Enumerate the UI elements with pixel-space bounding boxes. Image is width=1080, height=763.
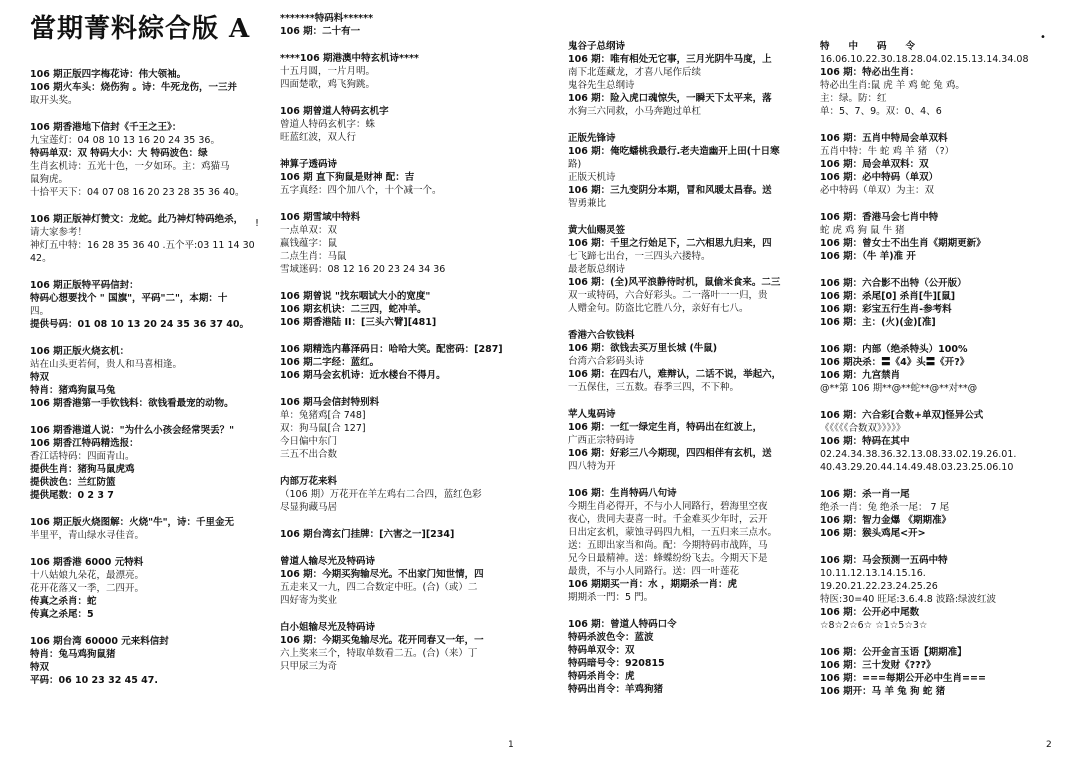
text-line: 106 期：一红一绿定生肖，特码出在红波上， xyxy=(568,422,763,433)
text-line: 106 期：二十有一 xyxy=(280,26,361,37)
article-section xyxy=(280,12,515,38)
text-line: 106 期：好彩三八今期现，四四相伴有玄机，送 xyxy=(568,448,772,459)
text-line: 特必出生肖:鼠 虎 羊 鸡 蛇 兔 鸡。 xyxy=(820,80,965,91)
text-line: 106 期：智力金爆 《期期准》 xyxy=(820,515,951,526)
text-line: 兄今日最精神。送：蜂蝶纷纷飞去。今期天下是 xyxy=(568,553,768,564)
section-heading: ****106 期港澳中特玄机诗**** xyxy=(280,53,419,64)
text-line: 最老版总纲诗 xyxy=(568,264,626,275)
section-heading: 106 期：五肖中特局会单双料 xyxy=(820,133,948,144)
text-line: 106 期决杀：〓《4》头〓《开?》 xyxy=(820,357,970,368)
text-line: 106 期玄机诀：二三四，蛇冲羊。 xyxy=(280,304,427,315)
article-section xyxy=(280,528,515,541)
article-section xyxy=(568,224,806,315)
text-line: 传真之杀尾：5 xyxy=(30,609,94,620)
article-section xyxy=(280,211,515,276)
section-heading: 106 期香港道人说："为什么小孩会经常哭丢？" xyxy=(30,425,235,436)
section-heading: 曾道人输尽光及特码诗 xyxy=(280,556,376,567)
text-line: 双一或特码，六合好彩头。二一落叶一一归，贵 xyxy=(568,290,768,301)
section-heading: 内部万花来料 xyxy=(280,476,338,487)
text-line: ☆8☆2☆6☆ ☆1☆5☆3☆ xyxy=(820,620,928,631)
text-line: 二点生肖：马鼠 xyxy=(280,251,347,262)
article-section xyxy=(820,211,1045,263)
article-section xyxy=(280,621,515,673)
text-line: 特码单双令：双 xyxy=(568,645,635,656)
text-line: 提供尾数：0 2 3 7 xyxy=(30,490,114,501)
text-line: 只甲尿三为奇 xyxy=(280,661,338,672)
article-section xyxy=(280,105,515,144)
text-line: 106 期：公开必中尾数 xyxy=(820,607,920,618)
text-line: 106 期香港陆 II：[三头六臂][481] xyxy=(280,317,437,328)
article-section xyxy=(820,132,1045,197)
section-heading: 106 期：六合彩[合数+单双]怪异公式 xyxy=(820,410,984,421)
article-section xyxy=(820,409,1045,474)
text-line: 路) xyxy=(568,159,582,170)
section-heading: 106 期曾说 "找东咽试大小的宽度" xyxy=(280,291,431,302)
text-line: 水狗三六同救，小马奔跑过单杠 xyxy=(568,106,702,117)
article-section xyxy=(568,40,806,118)
text-line: 智勇兼比 xyxy=(568,198,607,209)
section-heading: 106 期雪域中特料 xyxy=(280,212,361,223)
text-line: 正版天机诗 xyxy=(568,172,616,183)
article-section xyxy=(280,158,515,197)
text-line: 特双 xyxy=(30,372,50,383)
text-line: 106 期：曾女士不出生肖《期期更新》 xyxy=(820,238,986,249)
text-line: 106 期：今期买狗输尽光。不出家门知世情，四 xyxy=(280,569,484,580)
text-line: 106 期：杀尾[0] 杀肖[牛][鼠] xyxy=(820,291,956,302)
section-heading: 106 期精选内幕泽码日：哈哈大笑。配密码：[287] xyxy=(280,344,503,355)
text-line: 42。 xyxy=(30,253,52,264)
column-3 xyxy=(568,40,806,710)
text-line: 尽显狗藏马居 xyxy=(280,502,338,513)
text-line: 单：兔猪鸡[合 748] xyxy=(280,410,366,421)
section-heading: 特 中 码 令 xyxy=(820,41,916,52)
section-heading: 106 期：内部（绝杀特头）100% xyxy=(820,344,968,355)
text-line: 106 期火车头：烧伤狗 。诗：牛死龙伤，一三并 xyxy=(30,82,237,93)
text-line: 人赠金句。防盗比它胜八分，亲好有七八。 xyxy=(568,303,749,314)
text-line: 特码杀波色令：蓝波 xyxy=(568,632,654,643)
article-section xyxy=(30,213,262,265)
text-line: 106 期：俺吃蟠桃我最行.老夫造幽开上田(十日寒 xyxy=(568,146,780,157)
text-line: 40.43.29.20.44.14.49.48.03.23.25.06.10 xyxy=(820,462,1014,473)
text-line: 106 期：特码在其中 xyxy=(820,436,910,447)
page-number: 2 xyxy=(1046,740,1052,750)
section-heading: 苹人鬼码诗 xyxy=(568,409,616,420)
text-line: 送：五即出家当和尚。配：今期特码市战阵，马 xyxy=(568,540,768,551)
section-heading: 106 期：香港马会七肖中特 xyxy=(820,212,939,223)
article-section xyxy=(568,487,806,604)
section-heading: 106 期台湾玄门挂牌：[六害之一][234] xyxy=(280,529,455,540)
text-line: 106 期期买一肖：水 ，期期杀一肖：虎 xyxy=(568,579,737,590)
text-line: 02.24.34.38.36.32.13.08.33.02.19.26.01. xyxy=(820,449,1017,460)
article-section xyxy=(30,556,262,621)
text-line: 南下北莲藏龙，才喜八尾作后续 xyxy=(568,67,702,78)
section-heading: 神算子透码诗 xyxy=(280,159,338,170)
text-line: 特肖：猪鸡狗鼠马兔 xyxy=(30,385,116,396)
text-line: 十八姑娘九朵花，最漂亮。 xyxy=(30,570,145,581)
text-line: 生肖玄机诗：五光十色，一夕如环。主：鸡猫马 xyxy=(30,161,230,172)
section-heading: 106 期：杀一肖一尾 xyxy=(820,489,910,500)
column-4 xyxy=(820,40,1045,712)
text-line: 花开花落又一季，二四开。 xyxy=(30,583,145,594)
section-heading: 106 期：生肖特码八句诗 xyxy=(568,488,677,499)
stray-mark: • xyxy=(1040,32,1046,43)
text-line: 106 期：猴头鸡尾<开> xyxy=(820,528,926,539)
article-section xyxy=(280,475,515,514)
text-line: 提供生肖：猪狗马鼠虎鸡 xyxy=(30,464,135,475)
text-line: 特码暗号令：920815 xyxy=(568,658,665,669)
article-section xyxy=(820,343,1045,395)
text-line: 106 期开：马 羊 兔 狗 蛇 猪 xyxy=(820,686,946,697)
text-line: 四面楚歌，鸡飞狗跳。 xyxy=(280,79,376,90)
section-heading: 黄大仙赐灵签 xyxy=(568,225,626,236)
text-line: 提供号码：01 08 10 13 20 24 35 36 37 40。 xyxy=(30,319,249,330)
text-line: 特码心想要找个 " 国旗"，平码"二"，本期：十 xyxy=(30,293,228,304)
text-line: 绝杀一肖：兔 绝杀一尾： 7 尾 xyxy=(820,502,950,513)
text-line: 期期杀一門：5 門。 xyxy=(568,592,654,603)
page-title-text: 當期菁料綜合版 A xyxy=(30,14,251,44)
article-section xyxy=(280,343,515,382)
text-line: 最贵，不与小人同路行。送：四一叶莲花 xyxy=(568,566,740,577)
section-heading: 106 期马会信封特别料 xyxy=(280,397,380,408)
text-line: 神灯五中特：16 28 35 36 40 .五个平:03 11 14 30 xyxy=(30,240,255,251)
text-line: 特码单双：双 特码大小：大 特码波色：绿 xyxy=(30,148,208,159)
text-line: 蛇 虎 鸡 狗 鼠 牛 猪 xyxy=(820,225,905,236)
article-section xyxy=(568,618,806,696)
column-1 xyxy=(30,12,262,701)
text-line: 五肖中特：牛 蛇 鸡 羊 猪 （?） xyxy=(820,146,955,157)
text-line: 106 期香港第一手钦钱料：欲钱看最宠的动物。 xyxy=(30,398,234,409)
column-2 xyxy=(280,12,515,687)
text-line: 今日偏中东门 xyxy=(280,436,338,447)
section-heading: 106 期正版火烧玄机： xyxy=(30,346,130,357)
text-line: 106 期：在四右八，难辩认，二话不说，举起六， xyxy=(568,369,782,380)
article-section xyxy=(30,516,262,542)
text-line: 必中特码（单双）为主：双 xyxy=(820,185,935,196)
text-line: 提供波色：兰红防篮 xyxy=(30,477,116,488)
text-line: 鬼谷先生总纲诗 xyxy=(568,80,635,91)
text-line: 香江话特码：四面青山。 xyxy=(30,451,135,462)
text-line: 四好寄为奖业 xyxy=(280,595,338,606)
section-heading: 香港六合钦钱料 xyxy=(568,330,635,341)
text-line: （106 期）万花开在羊左鸡右二合四，蓝红色彩 xyxy=(280,489,482,500)
text-line: 特医:30=40 旺尾:3.6.4.8 波路:绿波红波 xyxy=(820,594,997,605)
text-line: 三五不出合数 xyxy=(280,449,338,460)
section-heading: 106 期正版四字梅花诗：伟大领袖。 xyxy=(30,69,187,80)
text-line: 106 期 直下狗鼠是财神 配：吉 xyxy=(280,172,415,183)
page-number: 1 xyxy=(508,740,514,750)
section-heading: 106 期正版神灯赞文：龙蛇。此乃神灯特码绝杀， xyxy=(30,214,244,225)
text-line: 106 期：===每期公开必中生肖=== xyxy=(820,673,986,684)
text-line: 106 期：今期买兔输尽光。花开同春又一年，一 xyxy=(280,635,484,646)
text-line: 日出定玄机，蒙蚀寻码四九相，一五归来三点水。 xyxy=(568,527,778,538)
text-line: 106 期：唯有相处无它事，三月光阴牛马度，上 xyxy=(568,54,772,65)
stray-mark: ! xyxy=(255,218,260,229)
text-line: 取开头奖。 xyxy=(30,95,78,106)
text-line: 六上奖来三个，特取单数看二五。(合)（来）丁 xyxy=(280,648,478,659)
article-section xyxy=(820,277,1045,329)
article-section xyxy=(30,68,262,107)
section-heading: 106 期：马会预测一五码中特 xyxy=(820,555,948,566)
article-section xyxy=(568,408,806,473)
text-line: 站在山头更若何，贵人和马喜相逢。 xyxy=(30,359,183,370)
text-line: 特双 xyxy=(30,662,50,673)
text-line: 特码杀肖令：虎 xyxy=(568,671,635,682)
article-section xyxy=(30,635,262,687)
section-heading: 白小姐输尽光及特码诗 xyxy=(280,622,376,633)
section-heading: 106 期曾道人特码玄机字 xyxy=(280,106,389,117)
text-line: 106 期：三九变阴分本期，冒和风暖太昌春。送 xyxy=(568,185,772,196)
article-section xyxy=(568,329,806,394)
text-line: 106 期：特必出生肖： xyxy=(820,67,920,78)
text-line: 一五保住，三五数。春季三四，不下种。 xyxy=(568,382,740,393)
section-heading: 106 期台湾 60000 元来料信封 xyxy=(30,636,169,647)
text-line: 广西正宗特码诗 xyxy=(568,435,635,446)
text-line: 请大家参考！ xyxy=(30,227,88,238)
article-section xyxy=(820,488,1045,540)
text-line: @**第 106 期**@**蛇**@**对**@ xyxy=(820,383,978,394)
text-line: 单：5、7、9。双：0、4、6 xyxy=(820,106,942,117)
section-heading: 鬼谷子总纲诗 xyxy=(568,41,626,52)
text-line: 五走来又一九，四二合数定中旺。(合)（或）二 xyxy=(280,582,478,593)
text-line: 《《《《《合数双》》》》》 xyxy=(820,423,906,434)
text-line: 十拾平天下：04 07 08 16 20 23 28 35 36 40。 xyxy=(30,187,245,198)
text-line: 106 期：主：(火)(金)[准] xyxy=(820,317,936,328)
article-section xyxy=(280,555,515,607)
article-section xyxy=(820,40,1045,118)
text-line: 今期生肖必得开，不与小人同路行，碧海里空夜 xyxy=(568,501,768,512)
article-section xyxy=(30,121,262,199)
text-line: 特肖：兔马鸡狗鼠猪 xyxy=(30,649,116,660)
article-section xyxy=(820,646,1045,698)
text-line: 10.11.12.13.14.15.16. xyxy=(820,568,926,579)
article-section xyxy=(280,396,515,461)
text-line: 十五月圆，一片月明。 xyxy=(280,66,376,77)
text-line: 106 期：三十发财《???》 xyxy=(820,660,936,671)
text-line: 106 期二字经：蓝红。 xyxy=(280,357,380,368)
text-line: 19.20.21.22.23.24.25.26 xyxy=(820,581,938,592)
text-line: 鼠狗虎。 xyxy=(30,174,69,185)
text-line: 106 期马会玄机诗：近水楼台不得月。 xyxy=(280,370,446,381)
text-line: 16.06.10.22.30.18.28.04.02.15.13.14.34.08 xyxy=(820,54,1029,65)
text-line: 106 期：欲钱去买万里长城 (牛鼠) xyxy=(568,343,718,354)
section-heading: 正版先锋诗 xyxy=(568,133,616,144)
text-line: 四八特为开 xyxy=(568,461,616,472)
article-section xyxy=(568,132,806,210)
article-section xyxy=(280,52,515,91)
text-line: 一点单双：双 xyxy=(280,225,338,236)
text-line: 106 期：彩宝五行生肖-参考料 xyxy=(820,304,952,315)
text-line: 雪域迷码：08 12 16 20 23 24 34 36 xyxy=(280,264,446,275)
section-heading: 106 期正版特平码信封： xyxy=(30,280,139,291)
text-line: 双：狗马鼠[合 127] xyxy=(280,423,366,434)
text-line: 旺蓝红波，双人行 xyxy=(280,132,357,143)
text-line: 106 期：（牛 羊)准 开 xyxy=(820,251,916,262)
text-line: 106 期：(全)风平浪静待时机，鼠偷米食来。二三 xyxy=(568,277,781,288)
text-line: 台湾六合彩码头诗 xyxy=(568,356,645,367)
section-heading: 106 期香港 6000 元特料 xyxy=(30,557,144,568)
text-line: 106 期：险入虎口魂惊失，一瞬天下太平来，落 xyxy=(568,93,772,104)
text-line: 106 期：千里之行始足下，二六相思九归来，四 xyxy=(568,238,772,249)
text-line: 主：绿。防：红 xyxy=(820,93,887,104)
text-line: 七飞蹄七出台，一三四头六搂特。 xyxy=(568,251,711,262)
section-heading: *******特码料****** xyxy=(280,13,374,24)
text-line: 106 期：局会单双料：双 xyxy=(820,159,929,170)
text-line: 传真之杀肖：蛇 xyxy=(30,596,97,607)
text-line: 平码：06 10 23 32 45 47. xyxy=(30,675,158,686)
text-line: 九宝莲灯：04 08 10 13 16 20 24 35 36。 xyxy=(30,135,220,146)
text-line: 赢钱蕴字：鼠 xyxy=(280,238,338,249)
text-line: 106 期：必中特码（单双） xyxy=(820,172,939,183)
text-line: 曾道人特码玄机字：蛛 xyxy=(280,119,376,130)
article-section xyxy=(30,345,262,410)
section-heading: 106 期香港地下信封《千王之王》： xyxy=(30,122,182,133)
text-line: 106 期香江特码精选报： xyxy=(30,438,139,449)
section-heading: 106 期正版火烧图解：火烧"牛"，诗：千里金无 xyxy=(30,517,235,528)
article-section xyxy=(30,424,262,502)
article-section xyxy=(30,279,262,331)
section-heading: 106 期：六合影不出特（公开版） xyxy=(820,278,967,289)
section-heading: 106 期：公开金言玉语【期期准】 xyxy=(820,647,967,658)
article-section xyxy=(280,290,515,329)
section-heading: 106 期：曾道人特码口令 xyxy=(568,619,677,630)
text-line: 半里平，青山绿水寻佳音。 xyxy=(30,530,145,541)
text-line: 五字真经：四个加八个，十个减一个。 xyxy=(280,185,442,196)
text-line: 106 期：九宫禁肖 xyxy=(820,370,901,381)
text-line: 特码出肖令：羊鸡狗猪 xyxy=(568,684,664,695)
text-line: 四。 xyxy=(30,306,50,317)
article-section xyxy=(820,554,1045,632)
text-line: 夜心，贵同夫妻喜一时。千金难买少年时，云开 xyxy=(568,514,768,525)
